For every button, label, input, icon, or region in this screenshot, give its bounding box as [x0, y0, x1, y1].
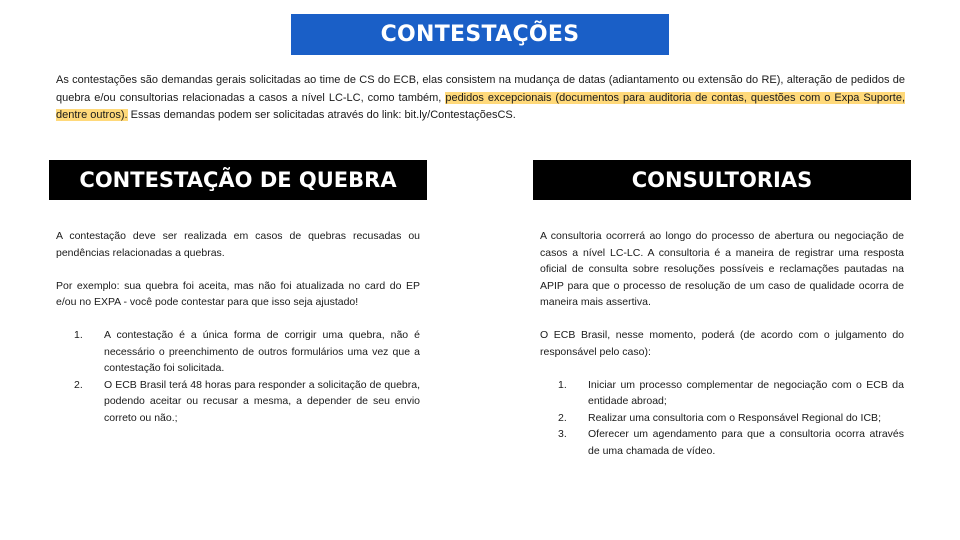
page-title: CONTESTAÇÕES [291, 14, 669, 55]
list-item-number: 2. [558, 411, 567, 424]
list-item-text: Iniciar um processo complementar de negociação com o ECB da entidade abroad; [588, 378, 904, 407]
list-item [540, 426, 904, 459]
section-header-consultorias: CONSULTORIAS [533, 160, 911, 200]
consultoria-numbered-list [540, 377, 904, 460]
consultoria-description: A consultoria ocorrerá ao longo do processo de abertura ou negociação de casos a nível LC-LC. A consultoria é a maneira de registrar uma resposta oficial de consulta sobre resoluções possíveis e reclamações pautadas na APIP para que o processo de resolução de um caso de qualidade ocorra de maneira mais assertiva. [540, 230, 904, 308]
intro-text-end: Essas demandas podem ser solicitadas através do link: bit.ly/ContestaçõesCS. [127, 109, 516, 121]
list-item-text: Oferecer um agendamento para que a consultoria ocorra através de uma chamada de vídeo. [588, 428, 904, 457]
quebra-example: Por exemplo: sua quebra foi aceita, mas não foi atualizada no card do EP e/ou no EXPA - você pode contestar para que isso seja ajustado! [56, 279, 420, 308]
list-item-number: 1. [74, 329, 83, 341]
list-item-text: Realizar uma consultoria com o Responsável Regional do ICB; [588, 411, 881, 424]
section-header-contestacao-de-quebra: CONTESTAÇÃO DE QUEBRA [49, 160, 427, 200]
list-item-number: 1. [558, 378, 567, 391]
list-item [56, 327, 420, 377]
contestacao-de-quebra-column [56, 228, 420, 426]
quebra-description: A contestação deve ser realizada em casos de quebras recusadas ou pendências relacionadas a quebras. [56, 230, 420, 259]
list-item-number: 2. [74, 378, 83, 391]
intro-highlighted-text: pedidos excepcionais (documentos para auditoria de contas, questões com o Expa Suporte, dentre outros). [56, 91, 905, 121]
list-item [56, 377, 420, 427]
list-item-text: O ECB Brasil terá 48 horas para responder a solicitação de quebra, podendo aceitar ou recusar a mesma, a depender de seu envio correto ou não.; [104, 378, 420, 424]
consultorias-column [540, 228, 904, 459]
list-item-text: A contestação é a única forma de corrigir uma quebra, não é necessário o preenchimento de outros formulários uma vez que a contestação foi solicitada. [104, 329, 420, 374]
list-item-number: 3. [558, 428, 567, 440]
consultoria-intro-list: O ECB Brasil, nesse momento, poderá (de acordo com o julgamento do responsável pelo caso): [540, 329, 904, 358]
intro-text-start: As contestações são demandas gerais solicitadas ao time de CS do ECB, elas consistem na mudança de datas (adiantamento ou extensão do RE), alteração de pedidos de quebra e/ou consultorias relacionadas a casos a nível LC-LC, como também, [56, 74, 905, 104]
quebra-numbered-list [56, 327, 420, 426]
list-item [540, 377, 904, 410]
intro-paragraph [56, 72, 905, 125]
list-item [540, 410, 904, 427]
